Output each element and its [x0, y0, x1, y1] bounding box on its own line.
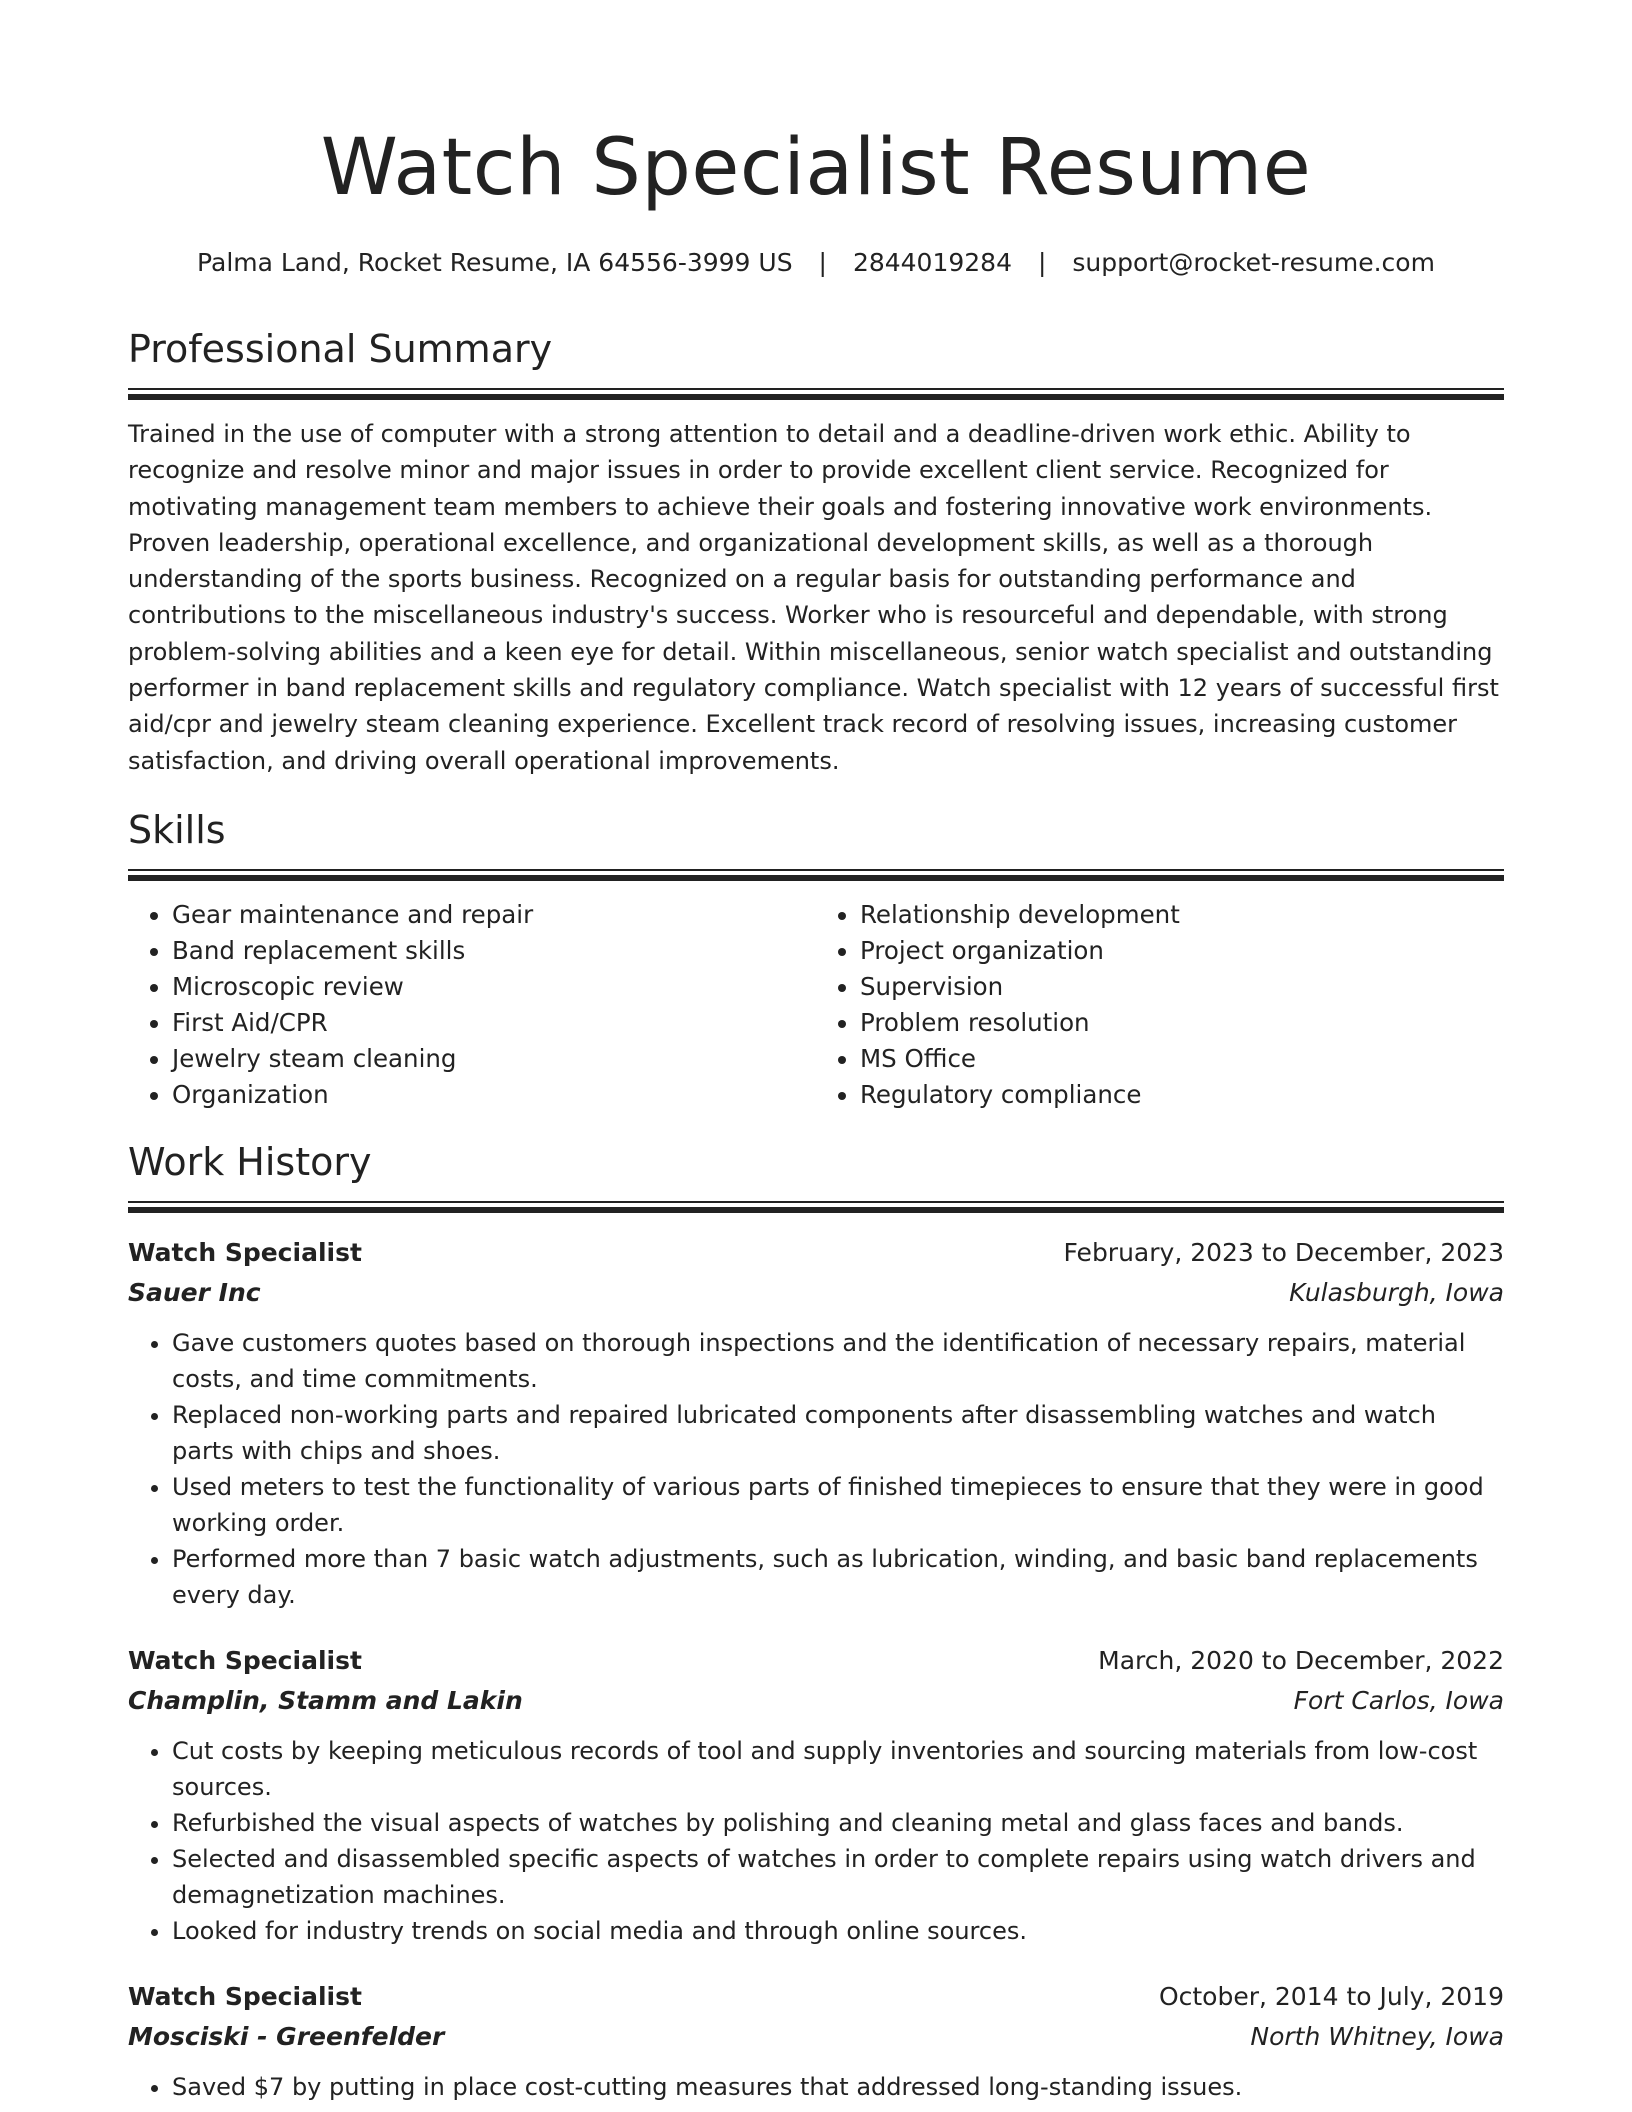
skill-item: • Project organization [860, 933, 1504, 969]
job-header [128, 1977, 1504, 2017]
duty-item: • Refurbished the visual aspects of watches by polishing and cleaning metal and glass faces and bands. [172, 1805, 1504, 1841]
job-dates: February, 2023 to December, 2023 [1063, 1237, 1504, 1267]
skill-item: • Problem resolution [860, 1005, 1504, 1041]
job-location: Kulasburgh, Iowa [1289, 1277, 1504, 1307]
section-heading-summary: Professional Summary [128, 327, 553, 371]
summary-text: Trained in the use of computer with a strong attention to detail and a deadline-driven work ethic. Ability to recognize and resolve minor and major issues in order to provide excellent client service. Recognized for motivating management team members to achieve their goals and fostering innovative work environments. Proven leadership, operational excellence, and organizational development skills, as well as a thorough understanding of the sports business. Recognized on a regular basis for outstanding performance and contributions to the miscellaneous industry's success. Worker who is resourceful and dependable, with strong problem-solving abilities and a keen eye for detail. Within miscellaneous, senior watch specialist and outstanding performer in band replacement skills and regulatory compliance. Watch specialist with 12 years of successful first aid/cpr and jewelry steam cleaning experience. Excellent track record of resolving issues, increasing customer satisfaction, and driving overall operational improvements. [128, 420, 1499, 775]
job-dates: March, 2020 to December, 2022 [1098, 1645, 1504, 1675]
skill-item: • MS Office [860, 1041, 1504, 1077]
job-title: Watch Specialist [128, 1981, 362, 2011]
job-title: Watch Specialist [128, 1645, 362, 1675]
section-heading-skills: Skills [128, 807, 226, 852]
duty-item: • Gave customers quotes based on thorough inspections and the identification of necessary repairs, material costs, and time commitments. [172, 1325, 1504, 1397]
skills-columns [128, 897, 1504, 1113]
contact-address: Palma Land, Rocket Resume, IA 64556-3999 US [197, 248, 793, 277]
job-location: North Whitney, Iowa [1250, 2021, 1504, 2051]
skill-item: • Jewelry steam cleaning [172, 1041, 816, 1077]
duty-item: • Saved $7 by putting in place cost-cutting measures that addressed long-standing issues. [172, 2069, 1504, 2105]
duty-item: • Performed more than 7 basic watch adjustments, such as lubrication, winding, and basic band replacements every day. [172, 1541, 1504, 1613]
job-entry [128, 1641, 1504, 1949]
job-entry [128, 1233, 1504, 1613]
skills-list-right [816, 897, 1504, 1113]
skills-list-left [128, 897, 816, 1113]
skill-item: • Organization [172, 1077, 816, 1113]
skills-section [128, 805, 1504, 1113]
contact-separator: | [818, 248, 827, 277]
duty-item: • Cut costs by keeping meticulous records of tool and supply inventories and sourcing materials from low-cost sources. [172, 1733, 1504, 1805]
section-divider [128, 1201, 1504, 1213]
duty-item: • Looked for industry trends on social media and through online sources. [172, 1913, 1504, 1949]
job-entry [128, 1977, 1504, 2105]
section-divider [128, 869, 1504, 881]
skill-item: • Regulatory compliance [860, 1077, 1504, 1113]
contact-separator: | [1037, 248, 1047, 277]
skill-item: • Microscopic review [172, 969, 816, 1005]
job-title: Watch Specialist [128, 1237, 362, 1267]
work-history-section [128, 1137, 1504, 2105]
section-heading-work: Work History [128, 1139, 372, 1184]
skill-item: • Gear maintenance and repair [172, 897, 816, 933]
job-header [128, 1641, 1504, 1681]
duty-item: • Selected and disassembled specific aspects of watches in order to complete repairs using watch drivers and demagnetization machines. [172, 1841, 1504, 1913]
job-location: Fort Carlos, Iowa [1293, 1685, 1504, 1715]
job-duties [128, 1325, 1504, 1613]
job-dates: October, 2014 to July, 2019 [1158, 1981, 1504, 2011]
contact-phone: 2844019284 [852, 248, 1012, 277]
job-duties [128, 2069, 1504, 2105]
contact-line [128, 246, 1504, 280]
professional-summary-section [128, 324, 1504, 779]
job-company: Champlin, Stamm and Lakin [128, 1685, 523, 1715]
duty-item: • Used meters to test the functionality of various parts of finished timepieces to ensure that they were in good working order. [172, 1469, 1504, 1541]
job-subheader [128, 1681, 1504, 1721]
skill-item: • Band replacement skills [172, 933, 816, 969]
resume-title: Watch Specialist Resume [320, 123, 1312, 213]
duty-item: • Replaced non-working parts and repaired lubricated components after disassembling watches and watch parts with chips and shoes. [172, 1397, 1504, 1469]
job-company: Sauer Inc [128, 1277, 261, 1307]
job-duties [128, 1733, 1504, 1949]
contact-email: support@rocket-resume.com [1072, 248, 1435, 277]
section-divider [128, 388, 1504, 400]
job-header [128, 1233, 1504, 1273]
job-subheader [128, 2017, 1504, 2057]
skill-item: • Relationship development [860, 897, 1504, 933]
job-company: Mosciski - Greenfelder [128, 2021, 445, 2051]
skill-item: • First Aid/CPR [172, 1005, 816, 1041]
job-subheader [128, 1273, 1504, 1313]
skill-item: • Supervision [860, 969, 1504, 1005]
